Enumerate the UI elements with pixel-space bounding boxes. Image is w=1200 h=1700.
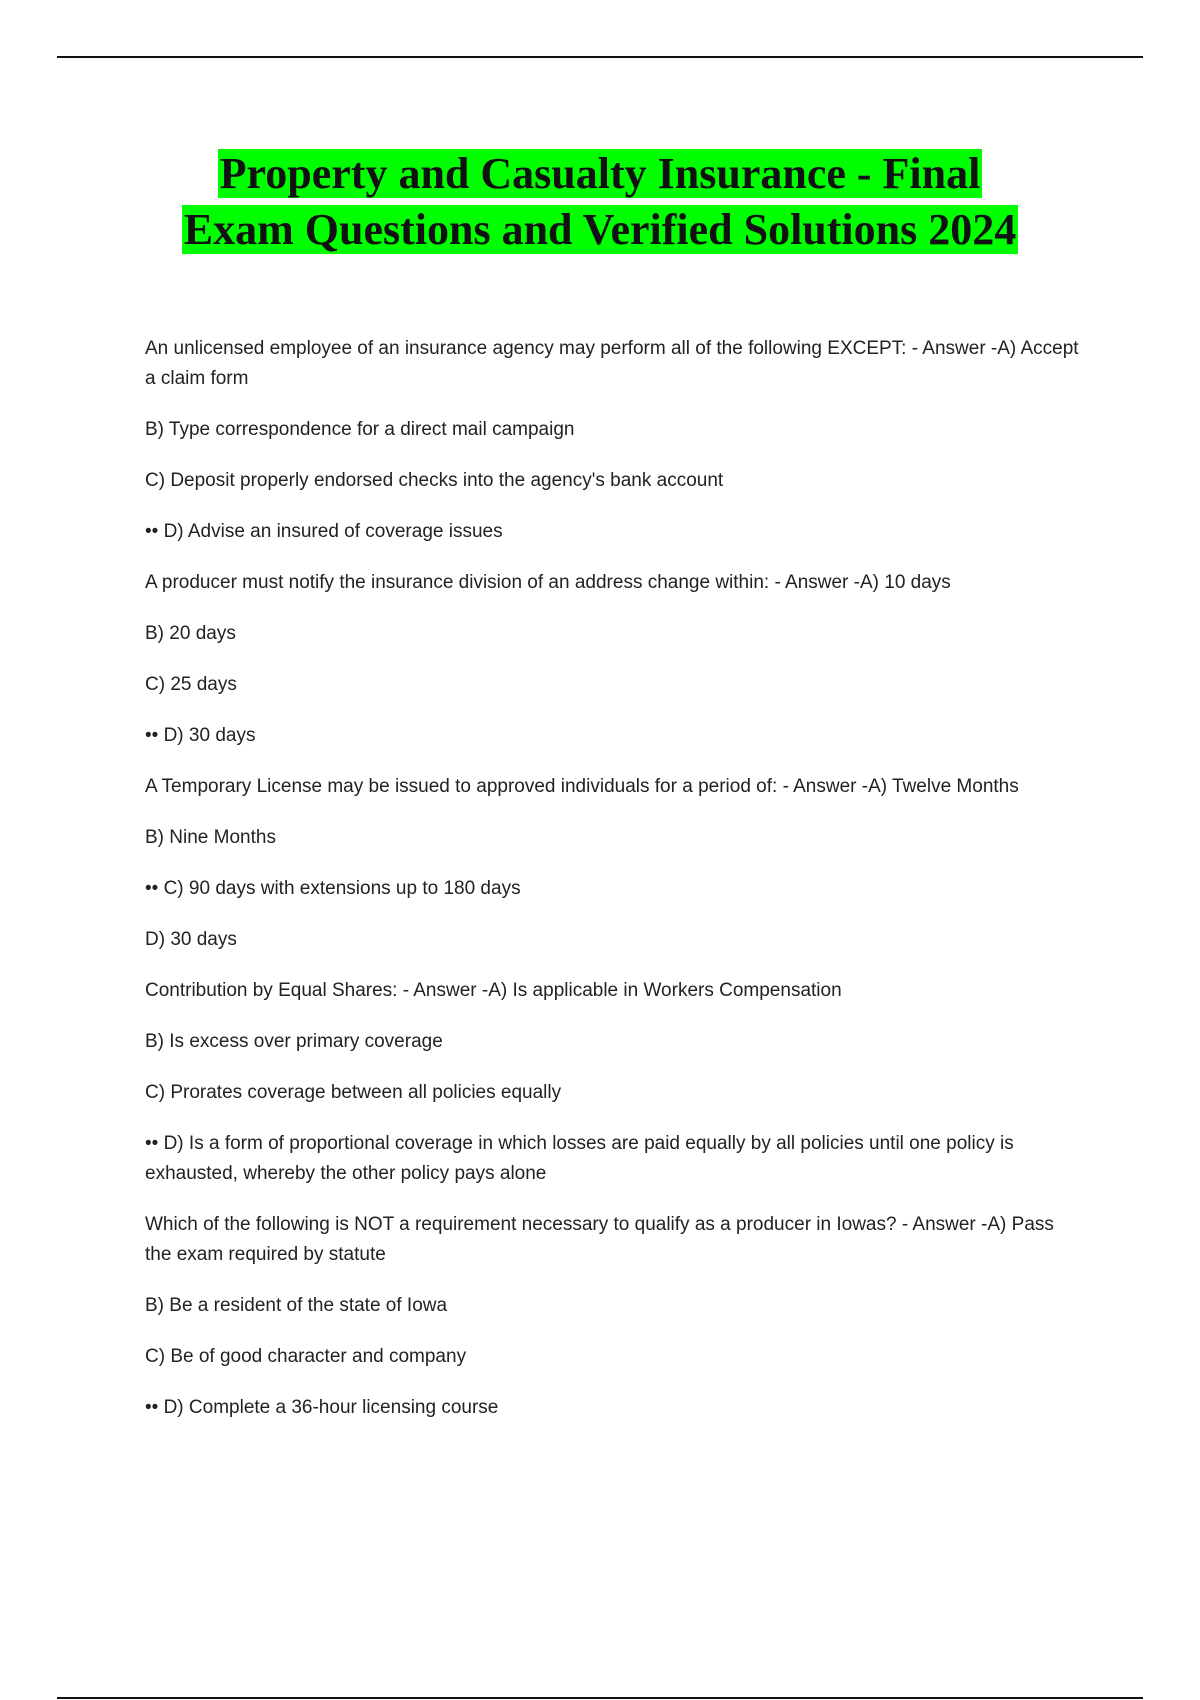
question-2-option-c: C) 25 days — [145, 674, 237, 695]
question-4-option-b: B) Is excess over primary coverage — [145, 1031, 443, 1052]
question-1-option-b: B) Type correspondence for a direct mail campaign — [145, 419, 575, 440]
question-1: An unlicensed employee of an insurance agency may perform all of the following EXCEPT: - Answer -A) Accept a claim form — [145, 338, 1079, 389]
document-title — [0, 146, 1200, 258]
question-5-option-b: B) Be a resident of the state of Iowa — [145, 1295, 448, 1316]
top-divider — [57, 56, 1143, 58]
question-2: A producer must notify the insurance division of an address change within: - Answer -A) 10 days — [145, 572, 951, 593]
question-3-option-b: B) Nine Months — [145, 827, 276, 848]
title-line-2: Exam Questions and Verified Solutions 2024 — [183, 205, 1017, 254]
title-heading — [0, 146, 1200, 258]
question-5-option-d: •• D) Complete a 36-hour licensing course — [145, 1397, 499, 1418]
question-2-option-d: •• D) 30 days — [145, 725, 256, 746]
question-3-option-c: •• C) 90 days with extensions up to 180 days — [145, 878, 521, 899]
document-body — [145, 334, 1085, 1444]
question-4-option-c: C) Prorates coverage between all policies equally — [145, 1082, 562, 1103]
question-2-option-b: B) 20 days — [145, 623, 236, 644]
question-4: Contribution by Equal Shares: - Answer -A) Is applicable in Workers Compensation — [145, 980, 842, 1001]
question-5-option-c: C) Be of good character and company — [145, 1346, 467, 1367]
question-3: A Temporary License may be issued to approved individuals for a period of: - Answer -A) Twelve Months — [145, 776, 1019, 797]
question-4-option-d: •• D) Is a form of proportional coverage in which losses are paid equally by all policies until one policy is exhausted, whereby the other policy pays alone — [145, 1133, 1014, 1184]
question-3-option-d: D) 30 days — [145, 929, 237, 950]
bottom-divider — [57, 1697, 1143, 1699]
question-1-option-d: •• D) Advise an insured of coverage issues — [145, 521, 503, 542]
question-1-option-c: C) Deposit properly endorsed checks into the agency's bank account — [145, 470, 724, 491]
question-5: Which of the following is NOT a requirement necessary to qualify as a producer in Iowas? - Answer -A) Pass the exam required by statute — [145, 1214, 1054, 1265]
title-line-1: Property and Casualty Insurance - Final — [219, 149, 981, 198]
